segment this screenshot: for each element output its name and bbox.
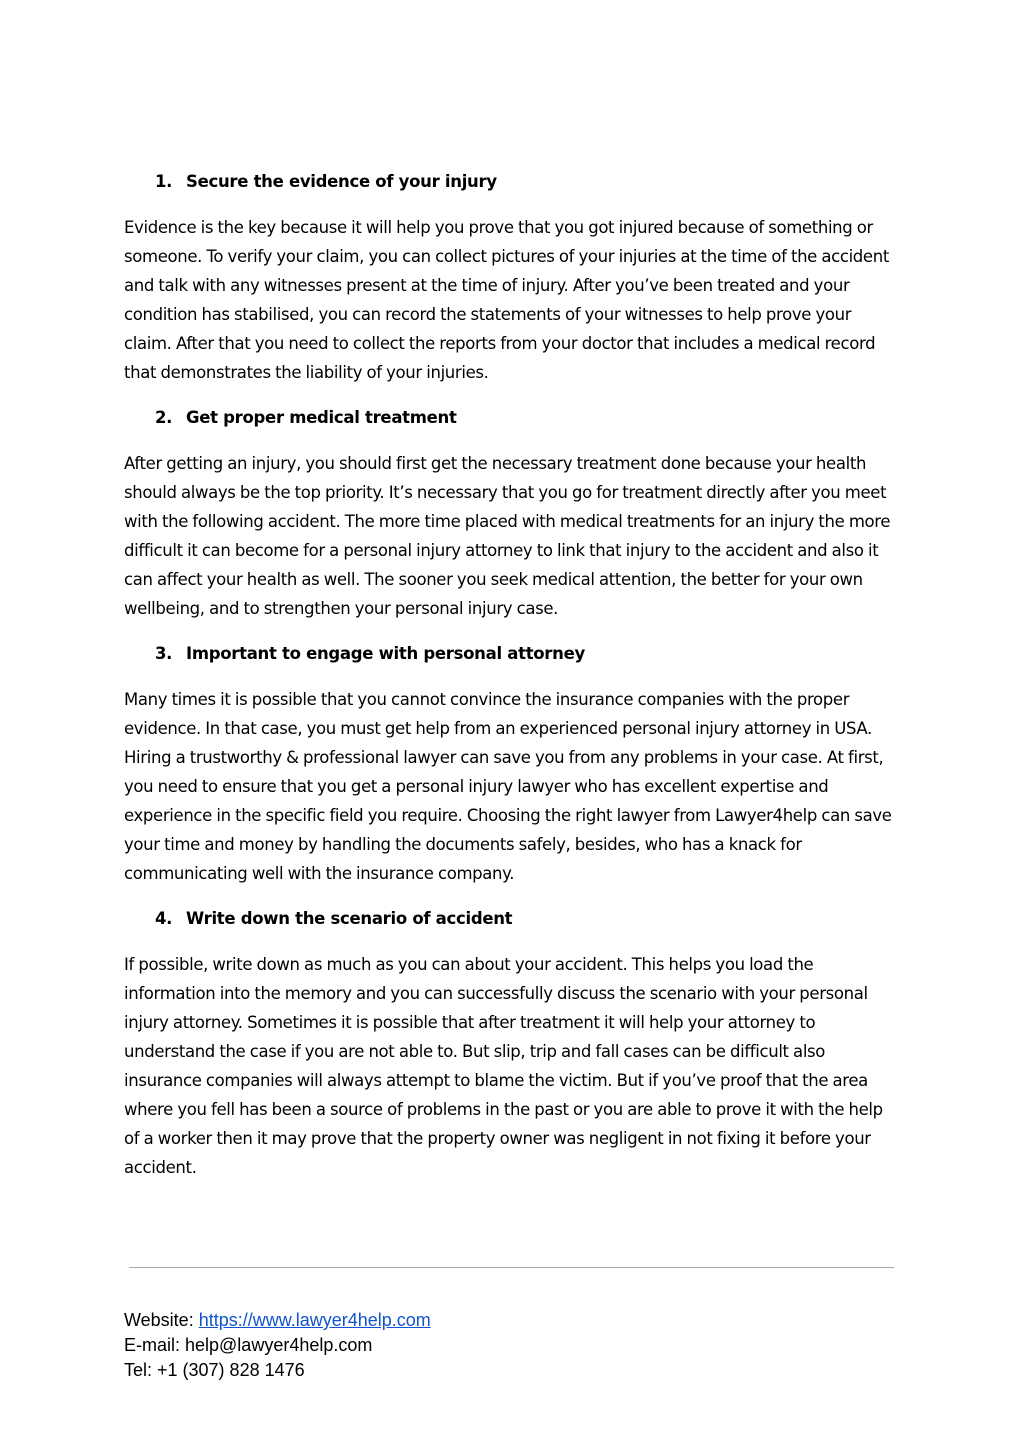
footer bbox=[124, 1308, 431, 1383]
section-paragraph-2: After getting an injury, you should first get the necessary treatment done because your health should always be the top priority. It’s necessary that you go for treatment directly after you meet with the following accident. The more time placed with medical treatments for an injury the more difficult it can become for a personal injury attorney to link that injury to the accident and also it can affect your health as well. The sooner you seek medical attention, the better for your own wellbeing, and to strengthen your personal injury case. bbox=[124, 454, 891, 618]
website-link[interactable]: https://www.lawyer4help.com bbox=[198, 1310, 431, 1330]
document-content bbox=[124, 168, 900, 1199]
footer-phone-line: Tel: +1 (307) 828 1476 bbox=[124, 1360, 305, 1380]
section-heading-3 bbox=[155, 640, 900, 668]
footer-divider bbox=[129, 1267, 894, 1268]
section-title: Get proper medical treatment bbox=[186, 408, 457, 427]
section-number: 1. bbox=[155, 172, 173, 191]
section-paragraph-4: If possible, write down as much as you can about your accident. This helps you load the information into the memory and you can successfully discuss the scenario with your personal injury attorney. Sometimes it is possible that after treatment it will help your attorney to understand the case if you are not able to. But slip, trip and fall cases can be difficult also insurance companies will always attempt to blame the victim. But if you’ve proof that the area where you fell has been a source of problems in the past or you are able to prove it with the help of a worker then it may prove that the property owner was negligent in not fixing it before your accident. bbox=[124, 955, 883, 1177]
section-title: Secure the evidence of your injury bbox=[186, 172, 497, 191]
section-heading-4 bbox=[155, 905, 900, 933]
section-paragraph-3: Many times it is possible that you cannot convince the insurance companies with the proper evidence. In that case, you must get help from an experienced personal injury attorney in USA. Hiring a trustworthy & professional lawyer can save you from any problems in your case. At first, you need to ensure that you get a personal injury lawyer who has excellent expertise and experience in the specific field you require. Choosing the right lawyer from Lawyer4help can save your time and money by handling the documents safely, besides, who has a knack for communicating well with the insurance company. bbox=[124, 690, 892, 883]
section-heading-2 bbox=[155, 404, 900, 432]
section-title: Important to engage with personal attorney bbox=[186, 644, 585, 663]
section-number: 3. bbox=[155, 644, 173, 663]
section-paragraph-1: Evidence is the key because it will help you prove that you got injured because of something or someone. To verify your claim, you can collect pictures of your injuries at the time of the accident and talk with any witnesses present at the time of injury. After you’ve been treated and your condition has stabilised, you can record the statements of your witnesses to help prove your claim. After that you need to collect the reports from your doctor that includes a medical record that demonstrates the liability of your injuries. bbox=[124, 218, 889, 382]
footer-website-line bbox=[124, 1308, 431, 1333]
footer-email-line: E-mail: help@lawyer4help.com bbox=[124, 1335, 373, 1355]
website-label: Website: bbox=[124, 1310, 199, 1330]
section-title: Write down the scenario of accident bbox=[186, 909, 513, 928]
section-heading-1 bbox=[155, 168, 900, 196]
section-number: 2. bbox=[155, 408, 173, 427]
section-number: 4. bbox=[155, 909, 173, 928]
